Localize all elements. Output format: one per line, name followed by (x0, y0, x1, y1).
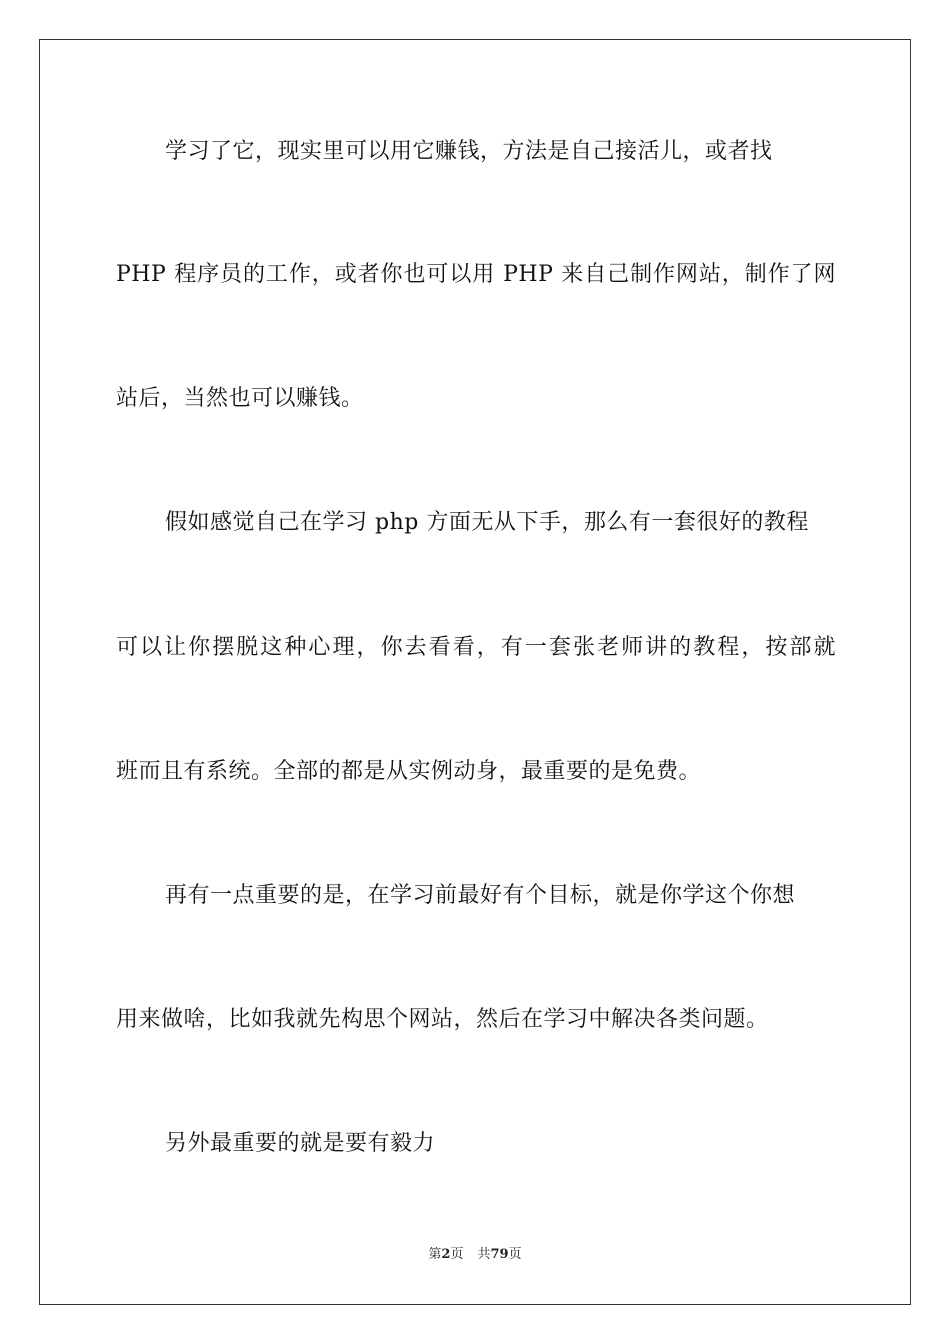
footer-total-prefix: 共 (477, 1247, 491, 1262)
paragraph-3-line-2: 用来做啥，比如我就先构思个网站，然后在学习中解决各类问题。 (116, 1007, 769, 1032)
paragraph-4-line-1: 另外最重要的就是要有毅力 (165, 1131, 436, 1156)
paragraph-2-line-2: 可以让你摆脱这种心理，你去看看，有一套张老师讲的教程，按部就 (116, 635, 836, 660)
footer-page-number: 2 (441, 1247, 451, 1262)
footer-page-suffix: 页 (450, 1247, 464, 1262)
footer-total-suffix: 页 (508, 1247, 522, 1262)
paragraph-1-line-3: 站后，当然也可以赚钱。 (116, 386, 364, 411)
paragraph-1-line-1: 学习了它，现实里可以用它赚钱，方法是自己接活儿，或者找 (165, 139, 773, 164)
paragraph-2-line-1: 假如感觉自己在学习 php 方面无从下手，那么有一套很好的教程 (165, 510, 809, 535)
page-footer (0, 1246, 950, 1264)
footer-page-prefix: 第 (428, 1247, 442, 1262)
paragraph-3-line-1: 再有一点重要的是，在学习前最好有个目标，就是你学这个你想 (165, 883, 796, 908)
paragraph-1-line-2: PHP 程序员的工作，或者你也可以用 PHP 来自己制作网站，制作了网 (116, 262, 836, 287)
paragraph-2-line-3: 班而且有系统。全部的都是从实例动身，最重要的是免费。 (116, 759, 702, 784)
footer-total-pages: 79 (490, 1247, 509, 1262)
page-border (39, 39, 911, 1305)
